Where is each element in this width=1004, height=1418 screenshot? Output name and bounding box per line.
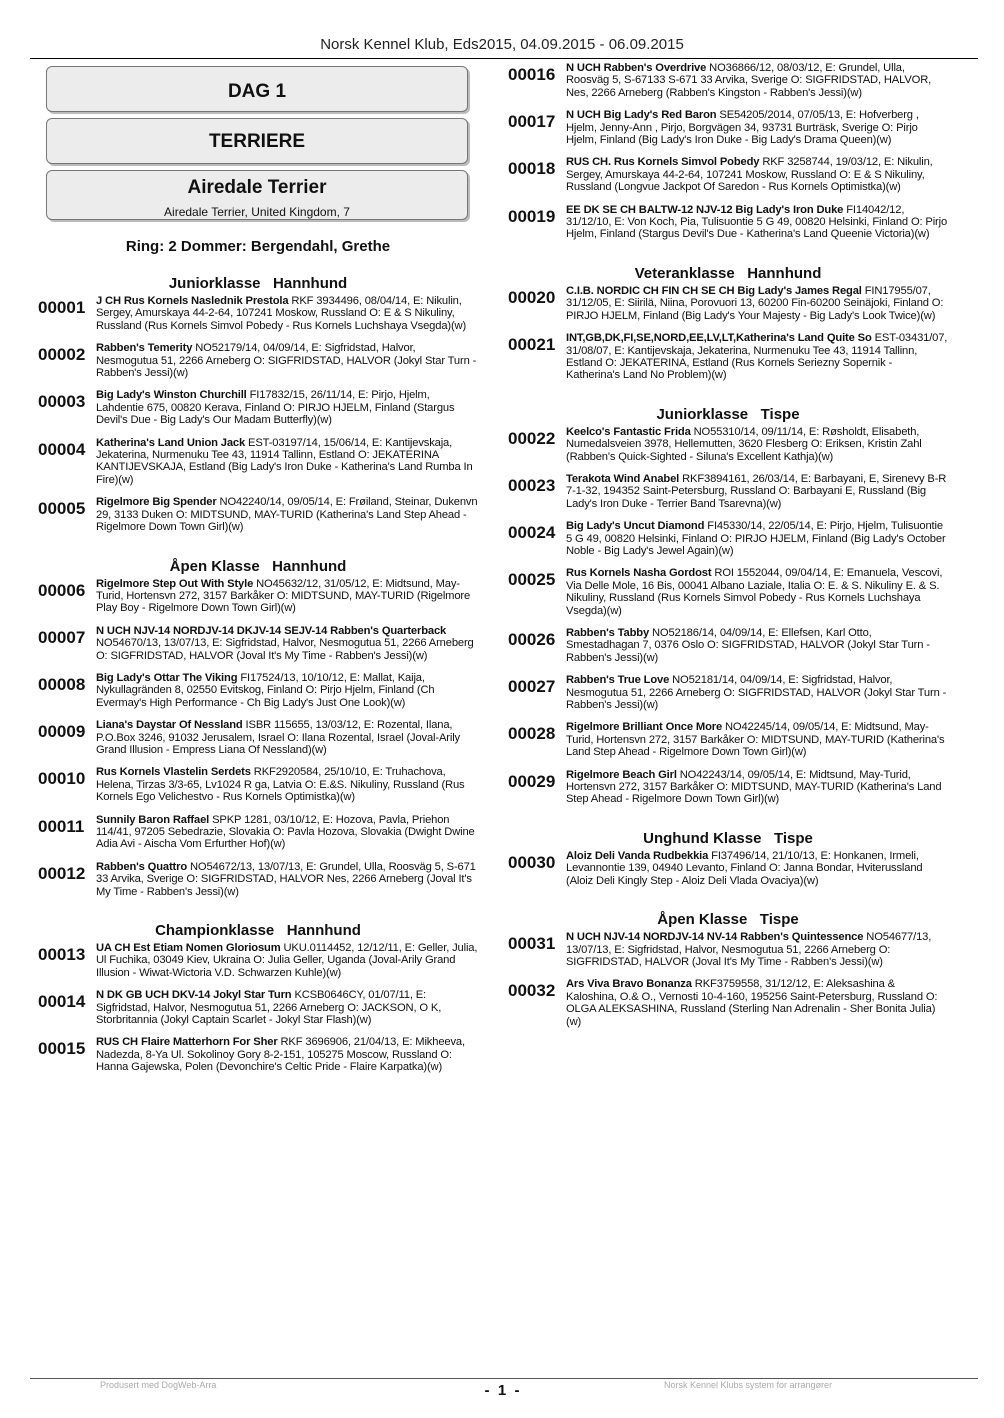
- page-header: Norsk Kennel Klub, Eds2015, 04.09.2015 - 06.09.2015: [320, 36, 684, 53]
- entry-text: [96, 672, 478, 709]
- entry-details: FI17832/15, 26/11/14, E: Pirjo, Hjelm, Lahdentie 675, 00820 Kerava, Finland O: PIRJO HJELM, Finland (Stargus Devil's Due - Big Lady's Our Madam Butterfly)(w): [96, 389, 455, 427]
- entry-details: NO42243/14, 09/05/14, E: Midtsund, May-Turid, Hortensvn 272, 3157 Barkåker O: MIDTSUND, MAY-TURID (Katherina's Land Step Ahead - Rigelmore Down Town Girl)(w): [566, 768, 942, 806]
- entry-details: RKF3759558, 31/12/12, E: Aleksashina & Kaloshina, O.& O., Vernosti 10-4-160, 195256 Saint-Petersburg, Russland O: OLGA ALEKSASHINA, Russland (Sterling Nan Adrenalin - Sher Bonita Julia)(w): [566, 978, 938, 1028]
- entry-number: 00022: [508, 428, 556, 448]
- entry-details: NO45632/12, 31/05/12, E: Midtsund, May-Turid, Hortensvn 272, 3157 Barkåker O: MIDTSUND, MAY-TURID (Rigelmore Play Boy - Rigelmore Down Town Girl)(w): [96, 577, 471, 615]
- entry-details: NO36866/12, 08/03/12, E: Grundel, Ulla, Roosväg 5, S-67133 S-671 33 Arvika, Sverige O: SIGFRIDSTAD, HALVOR, Nes, 2266 Arneberg (Rabben's Kingston - Rabben's Jessi)(w): [566, 62, 932, 99]
- entry-text: [96, 861, 478, 898]
- entry-number: 00015: [38, 1039, 86, 1059]
- entry-details: ROI 1552044, 09/04/14, E: Emanuela, Vescovi, Via Delle Mole, 16 Bis, 00041 Albano Laziale, Italia O: E. & S. Nikuliny E. & S. Nikuliny, Russland (Rus Kornels Simvol Pobedy - Rus Kornels Luchshaya Vsegda)(w): [566, 567, 943, 617]
- dog-name: INT,GB,DK,FI,SE,NORD,EE,LV,LT,Katherina's Land Quite So: [566, 332, 872, 345]
- catalog-entry: [38, 295, 478, 332]
- entry-number: 00026: [508, 630, 556, 649]
- entry-text: [566, 769, 948, 806]
- group-box: [46, 118, 468, 164]
- dog-name: Aloiz Deli Vanda Rudbekkia: [566, 849, 709, 862]
- entry-text: [566, 473, 948, 510]
- class-heading: Veteranklasse Hannhund: [634, 264, 822, 282]
- entry-text: [96, 942, 478, 979]
- class-heading: Åpen Klasse Hannhund: [169, 557, 347, 575]
- day-title: DAG 1: [227, 81, 287, 102]
- entry-number: 00031: [508, 934, 556, 954]
- entry-number: 00011: [38, 816, 85, 836]
- entry-number: 00009: [38, 722, 86, 742]
- entry-text: [96, 295, 478, 332]
- entry-text: [96, 989, 478, 1026]
- entry-details: NO42245/14, 09/05/14, E: Midtsund, May-Turid, Hortensvn 272, 3157 Barkåker O: MIDTSUND, MAY-TURID (Katherina's Land Step Ahead - Rigelmore Down Town Girl)(w): [566, 721, 945, 759]
- header-divider: [30, 58, 978, 59]
- entry-number: 00017: [508, 112, 556, 132]
- entry-details: NO54672/13, 13/07/13, E: Grundel, Ulla, Roosväg 5, S-671 33 Arvika, Sverige O: SIGFRIDSTAD, HALVOR Nes, 2266 Arneberg (Joval It's My Time - Rabben's Jessi)(w): [96, 860, 476, 898]
- dog-name: Big Lady's Ottar The Viking: [96, 671, 238, 684]
- entry-text: [96, 496, 478, 533]
- class-heading: Unghund Klasse Tispe: [643, 829, 813, 847]
- catalog-entry: [508, 332, 948, 382]
- catalog-entry: [38, 942, 478, 979]
- catalog-entry: [508, 721, 948, 758]
- catalog-entry: [508, 567, 948, 617]
- entry-number: 00032: [508, 981, 556, 1001]
- breed-box: [46, 170, 468, 220]
- dog-name: Katherina's Land Union Jack: [96, 436, 246, 449]
- dog-name: Rigelmore Step Out With Style: [96, 577, 254, 590]
- catalog-entry: [508, 931, 948, 968]
- entry-number: 00023: [508, 475, 556, 495]
- entry-details: KCSB0646CY, 01/07/11, E: Sigfridstad, Halvor, Nesmogutua 51, 2266 Arneberg O: JACKSON, O K, Storbritannia (Jokyl Captain Scarlet - Jokyl Star Flash)(w): [96, 989, 442, 1027]
- footer-left: Produsert med DogWeb-Arra: [100, 1380, 217, 1390]
- dog-name: RUS CH Flaire Matterhorn For Sher: [96, 1036, 278, 1049]
- dog-name: Sunnily Baron Raffael: [96, 813, 210, 826]
- entry-text: [96, 578, 478, 615]
- catalog-entry: [508, 62, 948, 99]
- entry-number: 00010: [38, 769, 86, 789]
- breed-title: Airedale Terrier: [187, 177, 327, 198]
- entry-text: [566, 204, 948, 241]
- entry-number: 00016: [508, 65, 556, 84]
- entry-details: FI45330/14, 22/05/14, E: Pirjo, Hjelm, Tulisuontie 5 G 49, 00820 Helsinki, Finland O: PIRJO HJELM, Finland (Big Lady's October Noble - Big Lady's Jewel Again)(w): [566, 520, 946, 557]
- dog-name: Terakota Wind Anabel: [566, 472, 680, 485]
- dog-name: Rus Kornels Nasha Gordost: [566, 567, 712, 580]
- catalog-entry: [508, 156, 948, 193]
- entry-details: SPKP 1281, 03/10/12, E: Hozova, Pavla, Priehon 114/41, 97205 Sebedrazie, Slovakia O: Pavla Hozova, Slovakia (Dwight Dwine Adia Avi - Aischa Vom Erfurther Hof)(w): [96, 813, 475, 851]
- entry-text: [566, 850, 948, 887]
- left-column: [38, 62, 478, 1084]
- dog-name: Rus Kornels Vlastelin Serdets: [96, 766, 251, 779]
- entry-text: [566, 567, 948, 617]
- right-column: [508, 62, 948, 1038]
- entry-details: FIN17955/07, 31/12/05, E: Siirilä, Niina, Porovuori 13, 60200 Fin-60200 Seinäjoki, Finland O: PIRJO HJELM, Finland (Big Lady's Your Majesty - Big Lady's Look Twice)(w): [566, 284, 944, 322]
- dog-name: Rabben's True Love: [566, 674, 670, 687]
- entry-number: 00012: [38, 863, 86, 883]
- page-number: - 1 -: [484, 1382, 520, 1399]
- entry-text: [96, 766, 478, 803]
- dog-name: Rabben's Tabby: [566, 627, 650, 639]
- entry-details: UKU.0114452, 12/12/11, E: Geller, Julia, Ul Fuchika, 03049 Kiev, Ukraina O: Julia Geller, Uganda (Joval-Arily Grand Illusion - Wiwat-Wictoria V.D. Schwarzen Kuhle)(w): [96, 942, 478, 979]
- entry-number: 00021: [508, 335, 556, 355]
- entry-details: FI17524/13, 10/10/12, E: Mallat, Kaija, Nykullagränden 8, 02550 Evitskog, Finland O: Pirjo Hjelm, Finland (Ch Evermay's High Performance - Ch Big Lady's Just One Look)(w): [96, 671, 435, 709]
- entry-number: 00002: [38, 345, 86, 365]
- breed-subtitle: Airedale Terrier, United Kingdom, 7: [164, 205, 350, 219]
- ring-info: Ring: 2 Dommer: Bergendahl, Grethe: [125, 238, 391, 255]
- entry-details: NO52181/14, 04/09/14, E: Sigfridstad, Halvor, Nesmogutua 51, 2266 Arneberg O: SIGFRIDSTAD, HALVOR (Jokyl Star Turn - Rabben's Jessi)(w): [566, 674, 947, 712]
- catalog-entry: [508, 850, 948, 887]
- dog-name: C.I.B. NORDIC CH FIN CH SE CH Big Lady's James Regal: [566, 284, 862, 297]
- entry-number: 00020: [508, 287, 556, 307]
- page-number-value: 1: [497, 1382, 507, 1399]
- catalog-entry: [38, 719, 478, 756]
- entry-number: 00030: [508, 852, 556, 872]
- entry-text: [96, 625, 478, 662]
- entry-details: ISBR 115655, 13/03/12, E: Rozental, Ilana, P.O.Box 3246, 91032 Jerusalem, Israel O: Ilana Rozental, Israel (Joval-Arily Grand Illusion - Empress Liana Of Nessland)(w): [96, 719, 460, 756]
- entry-text: [566, 156, 948, 193]
- entry-text: [566, 520, 948, 557]
- left-sections: [38, 275, 478, 1074]
- entry-details: NO42240/14, 09/05/14, E: Frøiland, Steinar, Dukenvn 29, 3133 Duken O: MIDTSUND, MAY-TURID (Katherina's Land Step Ahead - Rigelmore Down Town Girl)(w): [96, 496, 478, 534]
- entry-text: [96, 1036, 478, 1073]
- entry-text: [566, 426, 948, 463]
- catalog-entry: [38, 766, 478, 803]
- entry-number: 00001: [38, 298, 86, 317]
- catalog-entry: [38, 1036, 478, 1073]
- dog-name: J CH Rus Kornels Naslednik Prestola: [96, 295, 289, 307]
- class-heading: Juniorklasse Tispe: [656, 405, 800, 423]
- entry-text: [566, 62, 948, 99]
- entry-details: NO52179/14, 04/09/14, E: Sigfridstad, Halvor, Nesmogutua 51, 2266 Arneberg O: SIGFRIDSTAD, HALVOR (Jokyl Star Turn - Rabben's Jessi)(w): [96, 342, 477, 380]
- catalog-entry: [38, 578, 478, 615]
- entry-text: [96, 437, 478, 487]
- entry-text: [96, 719, 478, 756]
- entry-text: [566, 978, 948, 1028]
- dog-name: Rigelmore Beach Girl: [566, 768, 677, 781]
- footer-right: Norsk Kennel Klubs system for arrangører: [664, 1380, 833, 1390]
- entry-details: RKF 3258744, 19/03/12, E: Nikulin, Sergey, Amurskaya 44-2-64, 107241 Moskow, Russland O: E & S Nikuliny, Russland (Longvue Jackpot Of Saredon - Rus Kornels Optimistka)(w): [566, 156, 933, 194]
- entry-number: 00019: [508, 206, 556, 226]
- entry-number: 00004: [38, 439, 86, 459]
- entry-number: 00027: [508, 677, 556, 697]
- right-sections: [508, 62, 948, 1028]
- dog-name: Rabben's Temerity: [96, 342, 193, 355]
- entry-text: [96, 389, 478, 426]
- entry-number: 00018: [508, 159, 556, 179]
- dog-name: N UCH NJV-14 NORDJV-14 DKJV-14 SEJV-14 Rabben's Quarterback: [96, 624, 447, 637]
- dog-name: Rabben's Quattro: [96, 860, 188, 873]
- dog-name: N UCH NJV-14 NORDJV-14 NV-14 Rabben's Quintessence: [566, 931, 864, 944]
- entry-number: 00003: [38, 392, 86, 412]
- catalog-entry: [508, 285, 948, 322]
- catalog-entry: [38, 861, 478, 898]
- catalog-entry: [508, 674, 948, 711]
- catalog-entry: [38, 814, 478, 851]
- catalog-entry: [508, 978, 948, 1028]
- entry-text: [96, 342, 478, 379]
- entry-details: NO52186/14, 04/09/14, E: Ellefsen, Karl Otto, Smestadhagan 7, 0376 Oslo O: SIGFRIDSTAD, HALVOR (Jokyl Star Turn - Rabben's Jessi)(w): [566, 627, 930, 664]
- entry-details: NO55310/14, 09/11/14, E: Røsholdt, Elisabeth, Numedalsveien 3978, Hellemutten, 3620 Flesberg O: Eriksen, Kristin Zahl (Rabben's Quick-Sighted - Siluna's Excellent Kathja)(w): [566, 425, 922, 463]
- entry-text: [566, 627, 948, 664]
- entry-text: [566, 931, 948, 968]
- dog-name: N UCH Rabben's Overdrive: [566, 62, 707, 74]
- entry-text: [566, 721, 948, 758]
- dog-name: Liana's Daystar Of Nessland: [96, 719, 243, 732]
- entry-details: FI37496/14, 21/10/13, E: Honkanen, Irmeli, Levannontie 139, 04940 Levanto, Finland O: Janna Bondar, Hviterussland (Aloiz Deli Kingly Step - Aloiz Deli Vlada Ovaciya)(w): [566, 849, 923, 887]
- entry-text: [96, 814, 478, 851]
- dog-name: Ars Viva Bravo Bonanza: [566, 978, 692, 991]
- entry-text: [566, 674, 948, 711]
- entry-text: [566, 332, 948, 382]
- entry-details: RKF2920584, 25/10/10, E: Truhachova, Helena, Tirzas 3/3-65, Lv1024 R ga, Latvia O: E.&S. Nikuliny, Russland (Rus Kornels Ego Velichestvo - Rus Kornels Optimistka)(w): [96, 766, 465, 804]
- footer-divider: [30, 1378, 978, 1379]
- catalog-entry: [508, 627, 948, 664]
- dog-name: N UCH Big Lady's Red Baron: [566, 109, 717, 122]
- dog-name: Rigelmore Brilliant Once More: [566, 721, 723, 734]
- class-heading: Åpen Klasse Tispe: [657, 911, 799, 929]
- entry-text: [566, 109, 948, 146]
- entry-text: [566, 285, 948, 322]
- dog-name: Big Lady's Winston Churchill: [96, 389, 247, 402]
- entry-number: 00024: [508, 523, 556, 543]
- catalog-entry: [38, 437, 478, 487]
- entry-details: EST-03431/07, 31/08/07, E: Kantijevskaja, Jekaterina, Nurmenuku Tee 43, 11914 Tallinn, Estland O: JEKATERINA, Estland (Rus Kornels Seriezny Sopernik - Katherina's Land No Problem)(w): [566, 332, 948, 382]
- entry-number: 00014: [38, 992, 86, 1012]
- entry-details: NO54677/13, 13/07/13, E: Sigfridstad, Halvor, Nesmogutua 51, 2266 Arneberg O: SIGFRIDSTAD, HALVOR (Joval It's My Time - Rabben's Jessi)(w): [566, 931, 932, 968]
- entry-details: SE54205/2014, 07/05/13, E: Hofverberg , Hjelm, Jenny-Ann , Pirjo, Borgvägen 34, 93731 Burträsk, Sverige O: Pirjo Hjelm, Finland (Big Lady's Iron Duke - Big Lady's Drama Queen)(w): [566, 109, 919, 147]
- entry-details: RKF3894161, 26/03/14, E: Barbayani, E, Sirenevy B-R 7-1-32, 194352 Saint-Petersburg, Russland O: Barbayani E, Russland (Big Lady's Iron Duke - Terrier Band Tsarevna)(w): [566, 472, 947, 510]
- dog-name: N DK GB UCH DKV-14 Jokyl Star Turn: [96, 989, 292, 1002]
- catalog-entry: [38, 389, 478, 426]
- catalog-entry: [38, 496, 478, 533]
- dog-name: UA CH Est Etiam Nomen Gloriosum: [96, 942, 281, 955]
- entry-number: 00007: [38, 627, 86, 647]
- catalog-entry: [508, 426, 948, 463]
- dog-name: EE DK SE CH BALTW-12 NJV-12 Big Lady's Iron Duke: [566, 203, 844, 216]
- entry-number: 00028: [508, 724, 556, 744]
- dog-name: RUS CH. Rus Kornels Simvol Pobedy: [566, 156, 760, 169]
- entry-number: 00006: [38, 580, 86, 600]
- entry-number: 00025: [508, 570, 556, 590]
- dog-name: Big Lady's Uncut Diamond: [566, 520, 705, 533]
- catalog-entry: [508, 204, 948, 241]
- dog-name: Keelco's Fantastic Frida: [566, 425, 691, 438]
- entry-details: EST-03197/14, 15/06/14, E: Kantijevskaja, Jekaterina, Nurmenuku Tee 43, 11914 Tallinn, Estland O: JEKATERINA KANTIJEVSKAJA, Estland (Big Lady's Iron Duke - Katherina's Land Rumba In Fire)(w): [96, 436, 473, 486]
- class-heading: Juniorklasse Hannhund: [168, 275, 348, 292]
- catalog-entry: [508, 769, 948, 806]
- entry-number: 00005: [38, 499, 86, 519]
- entry-details: FI14042/12, 31/12/10, E: Von Koch, Pia, Tulisuontie 5 G 49, 00820 Helsinki, Finland O: Pirjo Hjelm, Finland (Stargus Devil's Due - Katherina's Land Queenie Victoria)(w): [566, 203, 948, 241]
- entry-details: RKF 3934496, 08/04/14, E: Nikulin, Sergey, Amurskaya 44-2-64, 107241 Moskow, Russland O: E & S Nikuliny, Russland (Rus Kornels Simvol Pobedy - Rus Kornels Luchshaya Vsegda)(w): [96, 295, 467, 332]
- entry-details: RKF 3696906, 21/04/13, E: Mikheeva, Nadezda, 8-Ya Ul. Sokolinoy Gory 8-2-151, 105275 Moscow, Russland O: Hanna Gajewska, Polen (Devonchire's Celtic Pride - Flaire Karpatka)(w): [96, 1036, 465, 1074]
- catalog-entry: [508, 109, 948, 146]
- catalog-entry: [508, 473, 948, 510]
- catalog-entry: [508, 520, 948, 557]
- catalog-entry: [38, 672, 478, 709]
- class-heading: Championklasse Hannhund: [155, 922, 361, 940]
- catalog-entry: [38, 989, 478, 1026]
- entry-number: 00029: [508, 771, 556, 791]
- dog-name: Rigelmore Big Spender: [96, 496, 217, 509]
- catalog-entry: [38, 625, 478, 662]
- entry-number: 00008: [38, 674, 86, 694]
- group-title: TERRIERE: [208, 131, 306, 152]
- entry-details: NO54670/13, 13/07/13, E: Sigfridstad, Halvor, Nesmogutua 51, 2266 Arneberg O: SIGFRIDSTAD, HALVOR (Joval It's My Time - Rabben's Jessi)(w): [96, 637, 474, 662]
- catalog-entry: [38, 342, 478, 379]
- day-box: [46, 66, 468, 112]
- entry-number: 00013: [38, 945, 86, 965]
